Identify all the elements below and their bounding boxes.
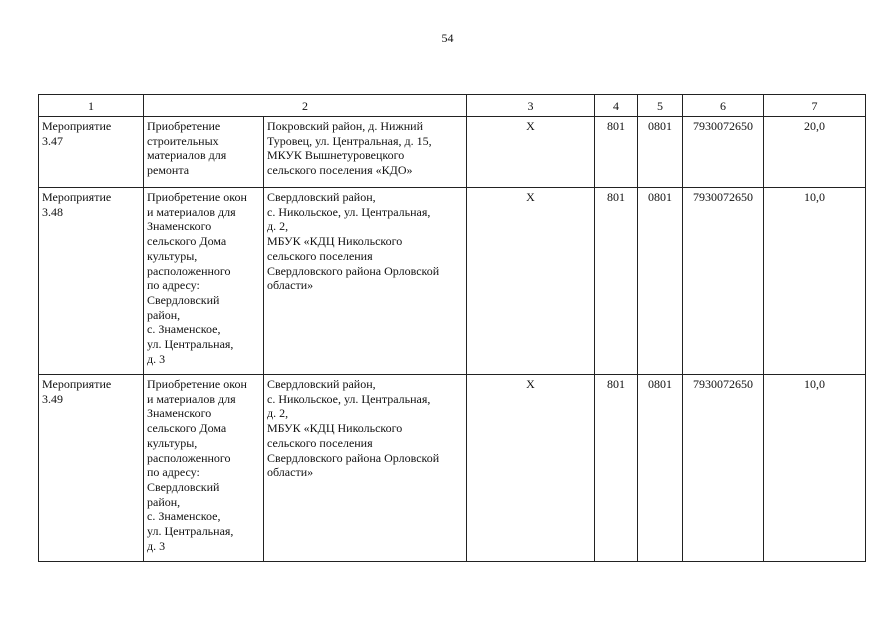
- event-cell: Мероприятие 3.48: [39, 188, 144, 375]
- header-col-6: 6: [683, 95, 764, 117]
- table-row: [39, 117, 866, 188]
- col4-cell: 801: [595, 188, 638, 375]
- table-header-row: [39, 95, 866, 117]
- header-col-5: 5: [638, 95, 683, 117]
- col7-cell: 10,0: [764, 188, 866, 375]
- page-number: 54: [441, 31, 454, 45]
- col6-cell: 7930072650: [683, 188, 764, 375]
- location-cell: Свердловский район, с. Никольское, ул. Центральная, д. 2, МБУК «КДЦ Никольского сельского поселения Свердловского района Орловской области»: [264, 188, 467, 375]
- col4-cell: 801: [595, 117, 638, 188]
- table-row: [39, 188, 866, 375]
- col6-cell: 7930072650: [683, 117, 764, 188]
- description-cell: Приобретение строительных материалов для ремонта: [144, 117, 264, 188]
- col3-cell: X: [467, 375, 595, 562]
- col7-cell: 10,0: [764, 375, 866, 562]
- description-cell: Приобретение окон и материалов для Знаменского сельского Дома культуры, расположенного по адресу: Свердловский район, с. Знаменское, ул. Центральная, д. 3: [144, 375, 264, 562]
- header-col-7: 7: [764, 95, 866, 117]
- table-row: [39, 375, 866, 562]
- col3-cell: X: [467, 188, 595, 375]
- location-cell: Свердловский район, с. Никольское, ул. Центральная, д. 2, МБУК «КДЦ Никольского сельского поселения Свердловского района Орловской области»: [264, 375, 467, 562]
- budget-table: [38, 94, 866, 562]
- header-col-1: 1: [39, 95, 144, 117]
- header-col-4: 4: [595, 95, 638, 117]
- event-cell: Мероприятие 3.47: [39, 117, 144, 188]
- col7-cell: 20,0: [764, 117, 866, 188]
- header-col-2: 2: [144, 95, 467, 117]
- event-cell: Мероприятие 3.49: [39, 375, 144, 562]
- col6-cell: 7930072650: [683, 375, 764, 562]
- col4-cell: 801: [595, 375, 638, 562]
- col5-cell: 0801: [638, 117, 683, 188]
- col5-cell: 0801: [638, 375, 683, 562]
- col5-cell: 0801: [638, 188, 683, 375]
- col3-cell: X: [467, 117, 595, 188]
- location-cell: Покровский район, д. Нижний Туровец, ул. Центральная, д. 15, МКУК Вышнетуровецкого сельского поселения «КДО»: [264, 117, 467, 188]
- description-cell: Приобретение окон и материалов для Знаменского сельского Дома культуры, расположенного по адресу: Свердловский район, с. Знаменское, ул. Центральная, д. 3: [144, 188, 264, 375]
- header-col-3: 3: [467, 95, 595, 117]
